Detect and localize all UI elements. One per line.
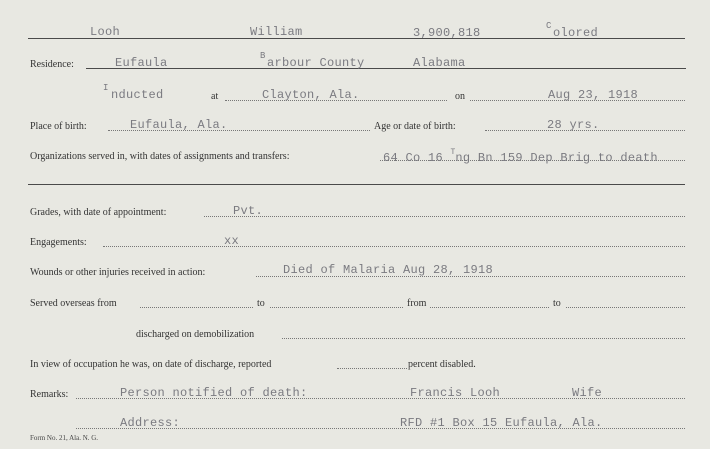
age-label: Age or date of birth: [374,121,456,132]
wounds-value: Died of Malaria Aug 28, 1918 [283,263,494,277]
grades-line [204,216,685,217]
organizations-value-b: ng Bn 159 Dep Brig to death [455,151,658,165]
residence-state: Alabama [413,56,466,70]
overseas-to2-label: to [553,298,561,309]
given-name: William [250,25,303,39]
overseas-to-label: to [257,298,265,309]
age: 28 yrs. [547,118,600,132]
induction-date: Aug 23, 1918 [548,88,639,102]
serial-number: 3,900,818 [413,26,481,40]
form-number: Form No. 21, Ala. N. G. [30,434,99,442]
residence-county: arbour County [267,56,365,70]
remarks-label: Remarks: [30,389,69,400]
residence-town: Eufaula [115,56,168,70]
organizations-value-a: 64 Co 16 [383,151,451,165]
remarks-address: RFD #1 Box 15 Eufaula, Ala. [400,416,603,430]
grade-value: Pvt. [233,204,264,218]
overseas-to-line [270,307,403,308]
inducted-initial: I [103,83,109,93]
engagements-value: xx [224,234,240,248]
on-label: on [455,91,465,102]
overseas-label: Served overseas from [30,298,117,309]
overseas-from2-line [430,307,549,308]
race-initial: C [546,21,552,31]
occupation-label: In view of occupation he was, on date of discharge, reported [30,359,272,370]
induction-place: Clayton, Ala. [262,88,360,102]
birth-place-label: Place of birth: [30,121,87,132]
engagements-label: Engagements: [30,237,87,248]
organizations-value [383,148,658,166]
surname: Looh [90,25,121,39]
occupation-suffix: percent disabled. [408,359,476,370]
remarks-relation: Wife [572,386,603,400]
overseas-from-line [140,307,253,308]
county-initial: B [260,51,266,61]
discharged-label: discharged on demobilization [136,329,255,340]
race: olored [553,26,599,40]
remarks-notified: Person notified of death: [120,386,308,400]
organizations-value-sup: T [450,148,456,157]
discharged-line [282,338,685,339]
organizations-label: Organizations served in, with dates of assignments and transfers: [30,151,290,162]
at-label: at [211,91,219,102]
occupation-line [337,368,407,369]
remarks-address-label: Address: [120,416,181,430]
overseas-from2-label: from [407,298,427,309]
wounds-label: Wounds or other injuries received in action: [30,267,206,278]
birth-place: Eufaula, Ala. [130,118,228,132]
grades-label: Grades, with date of appointment: [30,207,167,218]
remarks-contact-name: Francis Looh [410,386,501,400]
inducted-text: nducted [111,88,164,102]
residence-label: Residence: [30,59,74,70]
engagements-line [103,246,685,247]
overseas-to2-line [566,307,685,308]
residence-line [86,68,686,69]
organizations-line-2 [28,184,685,185]
